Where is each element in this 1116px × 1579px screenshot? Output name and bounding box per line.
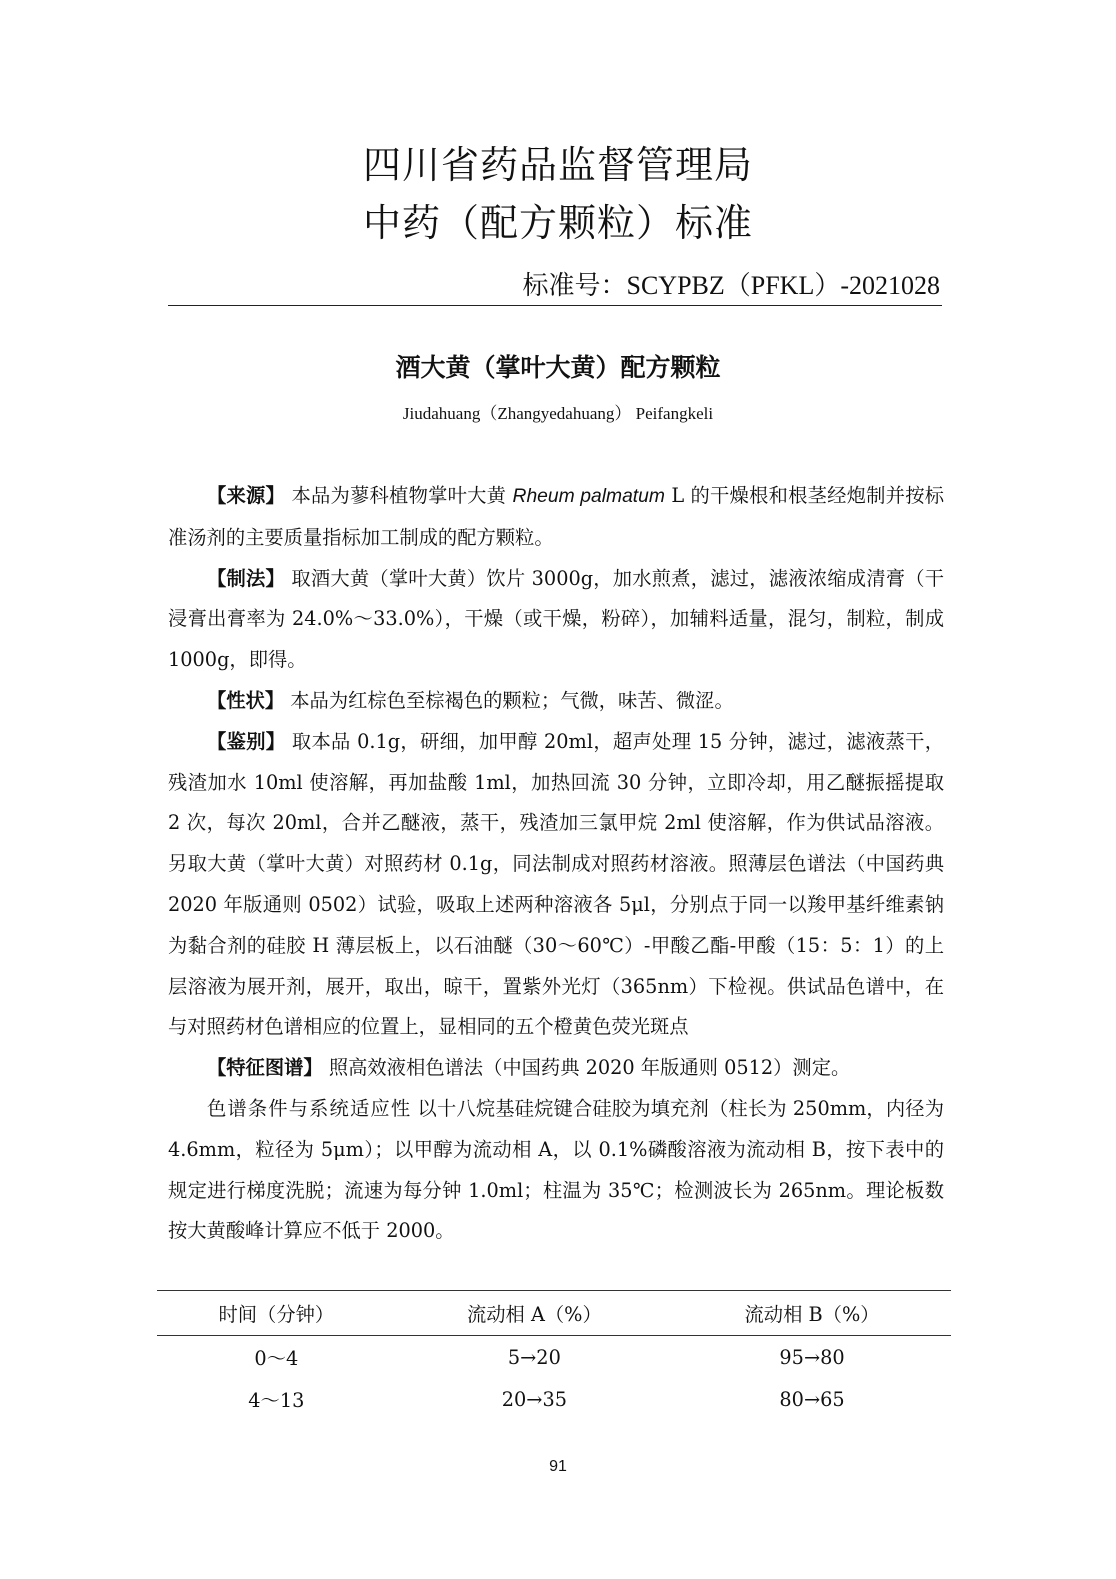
method-text: 取酒大黄（掌叶大黄）饮片 3000g，加水煎煮，滤过，滤液浓缩成清膏（干浸膏出膏率为 24.0%～33.0%），干燥（或干燥，粉碎），加辅料适量，混匀，制粒，制成 1000g，即得。 — [168, 566, 945, 672]
header-divider — [168, 305, 942, 306]
table-cell: 4～13 — [248, 1389, 305, 1412]
gradient-table — [157, 1290, 951, 1420]
identify-heading: 【鉴别】 — [207, 729, 286, 753]
fingerprint-heading: 【特征图谱】 — [207, 1056, 323, 1080]
character-heading: 【性状】 — [207, 688, 285, 712]
table-cell: 0～4 — [254, 1347, 299, 1370]
source-latin-name: Rheum palmatum — [512, 486, 665, 507]
table-header-cell: 流动相 B（%） — [673, 1291, 951, 1336]
drug-pinyin: Jiudahuang（Zhangyedahuang） Peifangkeli — [402, 404, 714, 423]
table-cell: 5→20 — [507, 1345, 561, 1369]
document-title-line1: 四川省药品监督管理局 — [362, 143, 753, 187]
standard-number-label: 标准号： — [522, 271, 627, 301]
drug-title: 酒大黄（掌叶大黄）配方颗粒 — [395, 353, 721, 382]
table-header-cell: 流动相 A（%） — [396, 1291, 673, 1336]
table-cell: 20→35 — [501, 1387, 567, 1411]
fingerprint-text: 照高效液相色谱法（中国药典 2020 年版通则 0512）测定。 — [328, 1056, 851, 1080]
document-title-line2: 中药（配方颗粒）标准 — [362, 201, 753, 245]
method-paragraph — [168, 559, 944, 681]
identify-paragraph — [168, 722, 944, 1048]
identify-text: 取本品 0.1g，研细，加甲醇 20ml，超声处理 15 分钟，滤过，滤液蒸干，残渣加水 10ml 使溶解，再加盐酸 1ml，加热回流 30 分钟，立即冷却，用乙醚振摇提取 2 次，每次 20ml，合并乙醚液，蒸干，残渣加三氯甲烷 2ml 使溶解，作为供试品溶液。另取大黄（掌叶大黄）对照药材 0.1g，同法制成对照药材溶液。照薄层色谱法（中国药典 2020 年版通则 0502）试验，吸取上述两种溶液各 5μl，分别点于同一以羧甲基纤维素钠为黏合剂的硅胶 H 薄层板上，以石油醚（30～60℃）-甲酸乙酯-甲酸（15：5：1）的上层溶液为展开剂，展开，取出，晾干，置紫外光灯（365nm）下检视。供试品色谱中，在与对照药材色谱相应的位置上，显相同的五个橙黄色荧光斑点 — [168, 729, 944, 1039]
table-cell: 95→80 — [779, 1345, 845, 1369]
method-heading: 【制法】 — [207, 566, 285, 590]
source-paragraph — [168, 476, 944, 559]
table-cell: 80→65 — [779, 1387, 845, 1411]
table-header-cell: 时间（分钟） — [157, 1291, 396, 1336]
standard-number-value: SCYPBZ（PFKL）-2021028 — [626, 271, 940, 300]
table-row — [157, 1378, 951, 1420]
monograph-body — [168, 476, 944, 1252]
character-text: 本品为红棕色至棕褐色的颗粒；气微，味苦、微涩。 — [290, 688, 734, 712]
standard-number — [522, 266, 940, 306]
table-header-row — [157, 1291, 951, 1336]
fingerprint-paragraph — [168, 1048, 944, 1089]
source-text-post: L 的干燥根和根茎经炮制并按标准汤剂的主要质量指标加工制成的配方颗粒。 — [168, 484, 944, 549]
conditions-text: 以十八烷基硅烷键合硅胶为填充剂（柱长为 250mm，内径为 4.6mm，粒径为 5μm）；以甲醇为流动相 A，以 0.1%磷酸溶液为流动相 B，按下表中的规定进行梯度洗脱；流速为每分钟 1.0ml；柱温为 35℃；检测波长为 265nm。理论板数按大黄酸峰计算应不低于 2000。 — [168, 1096, 944, 1243]
conditions-heading: 色谱条件与系统适应性 — [207, 1096, 412, 1120]
page-number: 91 — [549, 1458, 567, 1475]
table-row — [157, 1336, 951, 1379]
conditions-paragraph — [168, 1089, 944, 1252]
source-text-pre: 本品为蓼科植物掌叶大黄 — [291, 484, 513, 507]
character-paragraph — [168, 681, 944, 722]
source-heading: 【来源】 — [207, 484, 286, 507]
